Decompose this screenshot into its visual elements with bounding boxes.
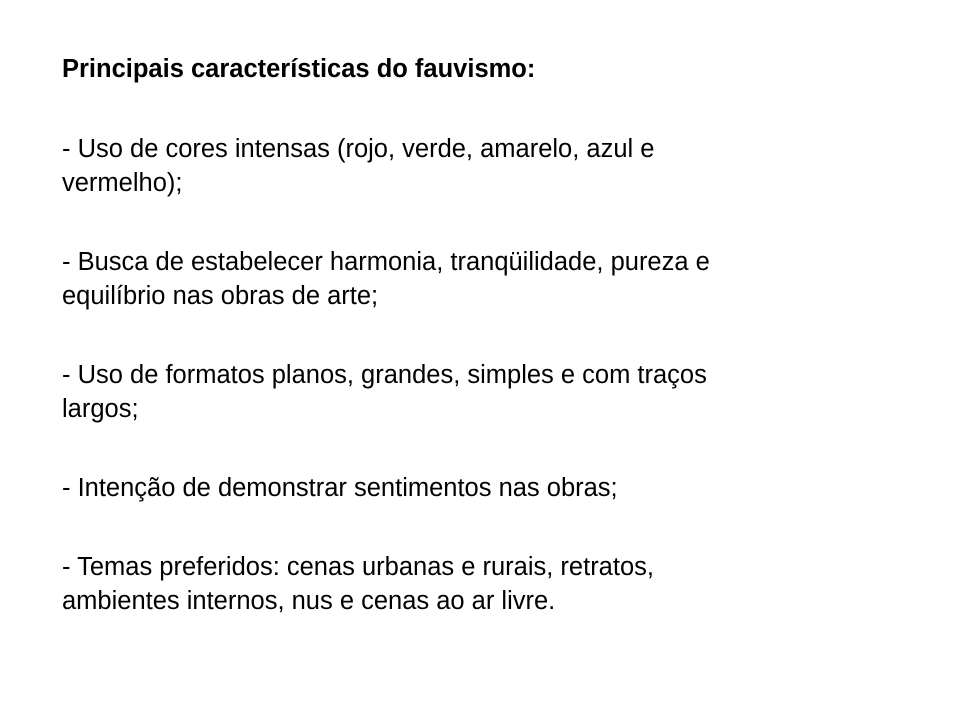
list-item-line: - Uso de cores intensas (rojo, verde, amarelo, azul e xyxy=(62,135,655,163)
list-item-line: ambientes internos, nus e cenas ao ar livre. xyxy=(62,587,556,615)
list-item-line: vermelho); xyxy=(62,169,183,197)
list-item-line: - Busca de estabelecer harmonia, tranqüilidade, pureza e xyxy=(62,248,710,276)
list-item-line: - Uso de formatos planos, grandes, simples e com traços xyxy=(62,361,707,389)
list-item xyxy=(62,358,902,426)
list-item-line: - Temas preferidos: cenas urbanas e rurais, retratos, xyxy=(62,553,654,581)
list-item xyxy=(62,132,902,200)
list-item xyxy=(62,245,902,313)
list-item-line: equilíbrio nas obras de arte; xyxy=(62,282,379,310)
list-item xyxy=(62,550,902,618)
list-item-line: - Intenção de demonstrar sentimentos nas obras; xyxy=(62,474,618,502)
slide-title: Principais características do fauvismo: xyxy=(62,55,536,83)
list-item xyxy=(62,471,902,505)
list-item-line: largos; xyxy=(62,395,139,423)
slide-content xyxy=(62,52,902,618)
